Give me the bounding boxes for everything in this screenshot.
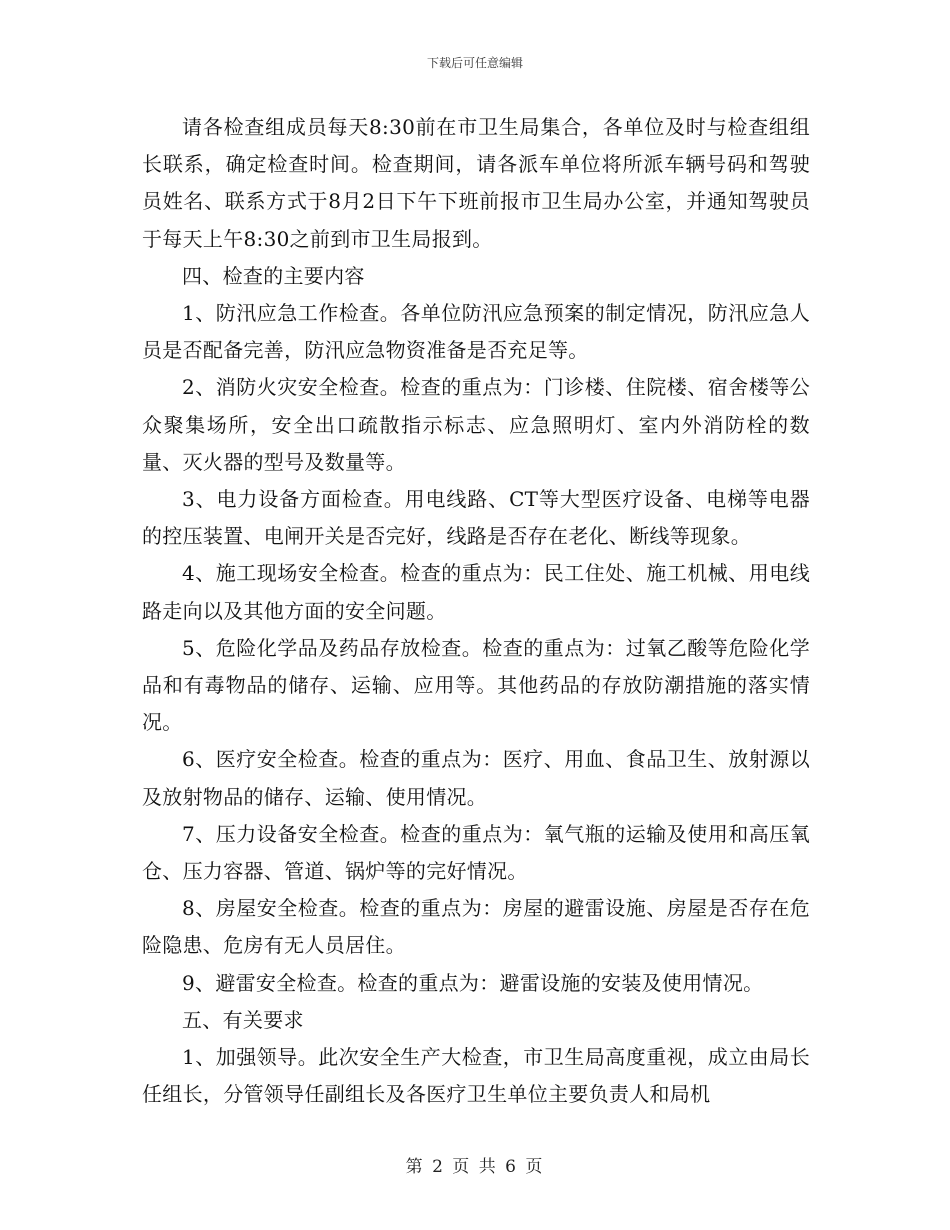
document-body bbox=[142, 109, 810, 1113]
header-note: 下载后可任意编辑 bbox=[426, 56, 523, 70]
paragraph-building-safety: 8、房屋安全检查。检查的重点为：房屋的避雷设施、房屋是否存在危险隐患、危房有无人员居住。 bbox=[142, 896, 810, 958]
paragraph-assembly-instructions: 请各检查组成员每天8:30前在市卫生局集合，各单位及时与检查组组长联系，确定检查时间。检查期间，请各派车单位将所派车辆号码和驾驶员姓名、联系方式于8月2日下午下班前报市卫生局办公室，并通知驾驶员于每天上午8:30之前到市卫生局报到。 bbox=[142, 115, 810, 251]
paragraph-lightning-safety: 9、避雷安全检查。检查的重点为：避雷设施的安装及使用情况。 bbox=[182, 970, 764, 995]
paragraph-hazardous-chemicals: 5、危险化学品及药品存放检查。检查的重点为：过氧乙酸等危险化学品和有毒物品的储存、运输、应用等。其他药品的存放防潮措施的落实情况。 bbox=[142, 635, 810, 735]
page-number-footer: 第 2 页 共 6 页 bbox=[405, 1157, 545, 1177]
section-heading-main-content: 四、检查的主要内容 bbox=[182, 263, 365, 288]
section-heading-requirements: 五、有关要求 bbox=[182, 1007, 304, 1032]
paragraph-leadership: 1、加强领导。此次安全生产大检查，市卫生局高度重视，成立由局长任组长，分管领导任副组长及各医疗卫生单位主要负责人和局机 bbox=[142, 1045, 810, 1107]
paragraph-power-equipment: 3、电力设备方面检查。用电线路、CT等大型医疗设备、电梯等电器的控压装置、电闸开关是否完好，线路是否存在老化、断线等现象。 bbox=[142, 487, 810, 549]
paragraph-flood-emergency: 1、防汛应急工作检查。各单位防汛应急预案的制定情况，防汛应急人员是否配备完善，防汛应急物资准备是否充足等。 bbox=[142, 301, 810, 363]
paragraph-fire-safety: 2、消防火灾安全检查。检查的重点为：门诊楼、住院楼、宿舍楼等公众聚集场所，安全出口疏散指示标志、应急照明灯、室内外消防栓的数量、灭火器的型号及数量等。 bbox=[142, 375, 810, 474]
paragraph-medical-safety: 6、医疗安全检查。检查的重点为：医疗、用血、食品卫生、放射源以及放射物品的储存、运输、使用情况。 bbox=[142, 747, 810, 809]
paragraph-pressure-equipment: 7、压力设备安全检查。检查的重点为：氧气瓶的运输及使用和高压氧仓、压力容器、管道、锅炉等的完好情况。 bbox=[142, 821, 810, 884]
paragraph-construction-site: 4、施工现场安全检查。检查的重点为：民工住处、施工机械、用电线路走向以及其他方面的安全问题。 bbox=[142, 561, 810, 623]
